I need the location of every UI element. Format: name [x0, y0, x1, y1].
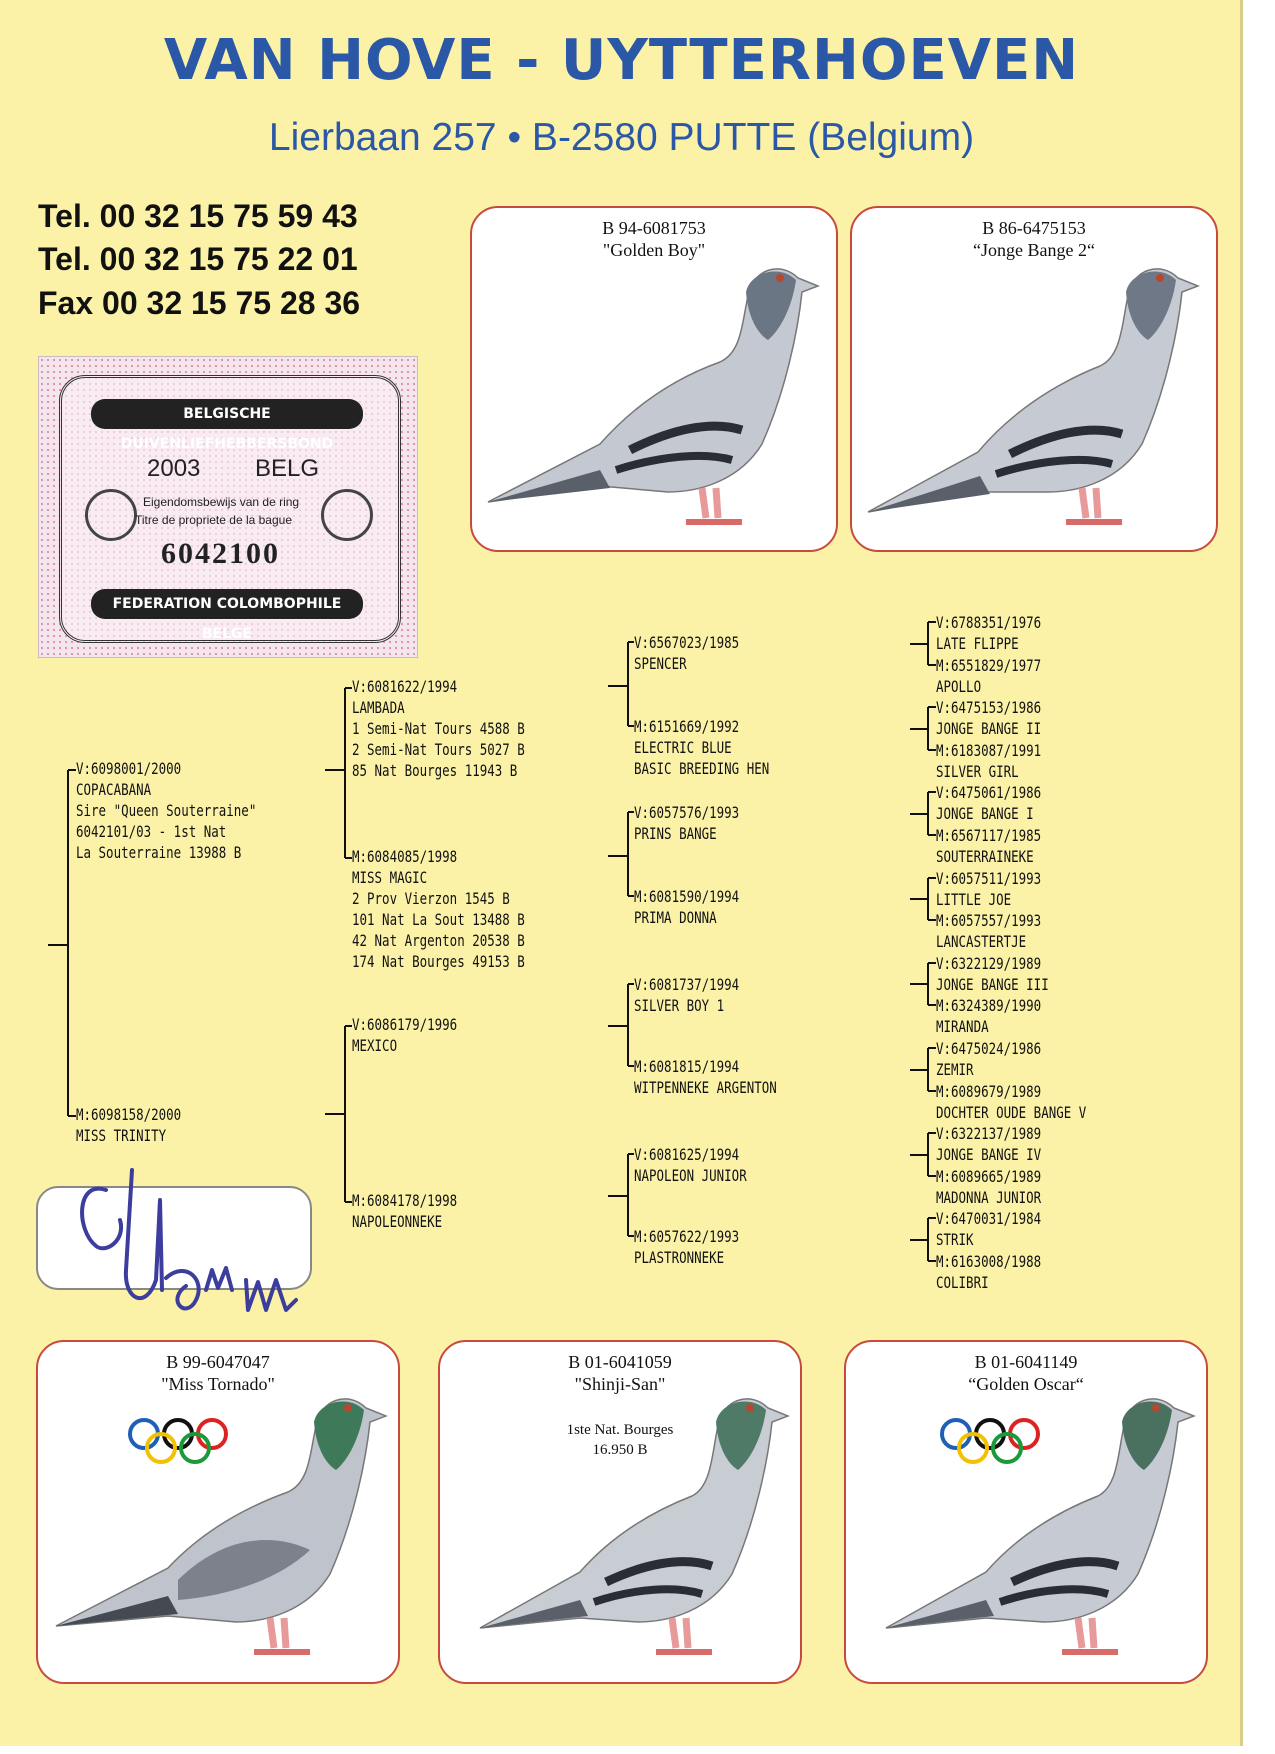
- photo-pigeon-name: “Golden Oscar“: [968, 1374, 1084, 1394]
- gen4-entry: M:6567117/1985 SOUTERRAINEKE: [936, 826, 1042, 866]
- certificate-bottom-banner: FEDERATION COLOMBOPHILE BELGE: [91, 589, 363, 619]
- gen4-entry: M:6163008/1988 COLIBRI: [936, 1252, 1042, 1292]
- phone-2: Tel. 00 32 15 75 22 01: [38, 241, 358, 277]
- photo-card-miss-tornado: [36, 1340, 400, 1684]
- gen4-entry: V:6470031/1984 STRIK: [936, 1209, 1042, 1249]
- photo-ring-number: B 01-6041149: [974, 1352, 1078, 1372]
- pigeon-photo: [48, 1360, 388, 1670]
- grandsire-dam-side: V:6086179/1996 MEXICO: [352, 1015, 458, 1055]
- race-entrants: 16.950 B: [592, 1442, 648, 1458]
- pigeon-photo: [450, 1360, 790, 1670]
- breeder-name: VAN HOVE - UYTTERHOEVEN: [163, 28, 1080, 93]
- gen4-bracket: [910, 1133, 936, 1176]
- gen3-entry: M:6081590/1994 PRIMA DONNA: [634, 887, 740, 927]
- gen3-entry: M:6057622/1993 PLASTRONNEKE: [634, 1227, 740, 1267]
- certificate-top-banner: BELGISCHE DUIVENLIEFHEBBERSBOND: [91, 399, 363, 429]
- photo-pigeon-name: "Golden Boy": [602, 240, 706, 260]
- granddam-dam-side: M:6084178/1998 NAPOLEONNEKE: [352, 1191, 458, 1231]
- gen3-entry: V:6567023/1985 SPENCER: [634, 633, 740, 673]
- photo-ring-number: B 01-6041059: [568, 1352, 672, 1372]
- gen4-entry: V:6322137/1989 JONGE BANGE IV: [936, 1124, 1042, 1164]
- gen4-entry: M:6183087/1991 SILVER GIRL: [936, 741, 1042, 781]
- gen4-entry: M:6057557/1993 LANCASTERTJE: [936, 911, 1042, 951]
- gen4-bracket: [910, 963, 936, 1005]
- phone-1: Tel. 00 32 15 75 59 43: [38, 198, 358, 234]
- gen4-bracket: [910, 792, 936, 835]
- photo-card-golden-oscar: [844, 1340, 1208, 1684]
- certificate-country: BELG: [255, 455, 320, 482]
- photo-pigeon-name: "Shinji-San": [574, 1374, 666, 1394]
- sire-entry: V:6098001/2000 COPACABANA Sire "Queen Souterraine" 6042101/03 - 1st Nat La Souterraine 13988 B: [76, 759, 257, 862]
- granddam-sire-side: M:6084085/1998 MISS MAGIC 2 Prov Vierzon 1545 B 101 Nat La Sout 13488 B 42 Nat Argenton 20538 B 174 Nat Bourges 49153 B: [352, 847, 525, 971]
- gen4-entry: V:6475061/1986 JONGE BANGE I: [936, 783, 1042, 823]
- gen4-bracket: [910, 622, 936, 665]
- handwritten-signature: [36, 1160, 316, 1330]
- photo-ring-number: B 94-6081753: [602, 218, 706, 238]
- certificate-year: 2003: [147, 455, 201, 482]
- gen4-entry: M:6089679/1989 DOCHTER OUDE BANGE V: [936, 1082, 1087, 1122]
- gen4-entry: M:6089665/1989 MADONNA JUNIOR: [936, 1167, 1042, 1207]
- gen4-bracket: [910, 878, 936, 920]
- ring-number: 6042100: [161, 537, 280, 570]
- gen3-entry: V:6081737/1994 SILVER BOY 1: [634, 975, 740, 1015]
- gen3-entry: V:6081625/1994 NAPOLEON JUNIOR: [634, 1145, 747, 1185]
- gen4-bracket: [910, 1218, 936, 1261]
- gen4-entry: V:6057511/1993 LITTLE JOE: [936, 869, 1042, 909]
- gen4-entry: M:6324389/1990 MIRANDA: [936, 996, 1042, 1036]
- dam-entry: M:6098158/2000 MISS TRINITY: [76, 1105, 182, 1145]
- grandsire-sire-side: V:6081622/1994 LAMBADA 1 Semi-Nat Tours 4588 B 2 Semi-Nat Tours 5027 B 85 Nat Bourges 11943 B: [352, 677, 525, 780]
- gen4-entry: M:6551829/1977 APOLLO: [936, 656, 1042, 696]
- gen3-entry: V:6057576/1993 PRINS BANGE: [634, 803, 740, 843]
- gen3-entry: M:6081815/1994 WITPENNEKE ARGENTON: [634, 1057, 777, 1097]
- gen4-entry: V:6475024/1986 ZEMIR: [936, 1039, 1042, 1079]
- certificate-line-fr: Titre de propriete de la bague: [135, 513, 292, 527]
- gen4-bracket: [910, 707, 936, 750]
- gen3-entry: M:6151669/1992 ELECTRIC BLUE BASIC BREEDING HEN: [634, 717, 770, 778]
- pigeon-photo: [856, 1360, 1196, 1670]
- breeder-address: Lierbaan 257 • B-2580 PUTTE (Belgium): [268, 116, 975, 159]
- photo-pigeon-name: "Miss Tornado": [161, 1374, 275, 1394]
- race-result: 1ste Nat. Bourges: [566, 1422, 674, 1438]
- gen4-entry: V:6322129/1989 JONGE BANGE III: [936, 954, 1049, 994]
- photo-card-shinji-san: [438, 1340, 802, 1684]
- gen4-bracket: [910, 1048, 936, 1091]
- photo-pigeon-name: “Jonge Bange 2“: [973, 240, 1095, 260]
- photo-ring-number: B 86-6475153: [982, 218, 1086, 238]
- gen4-entry: V:6788351/1976 LATE FLIPPE: [936, 613, 1042, 653]
- gen4-entry: V:6475153/1986 JONGE BANGE II: [936, 698, 1042, 738]
- fax: Fax 00 32 15 75 28 36: [38, 285, 361, 321]
- certificate-line-nl: Eigendomsbewijs van de ring: [143, 495, 300, 509]
- photo-ring-number: B 99-6047047: [166, 1352, 270, 1372]
